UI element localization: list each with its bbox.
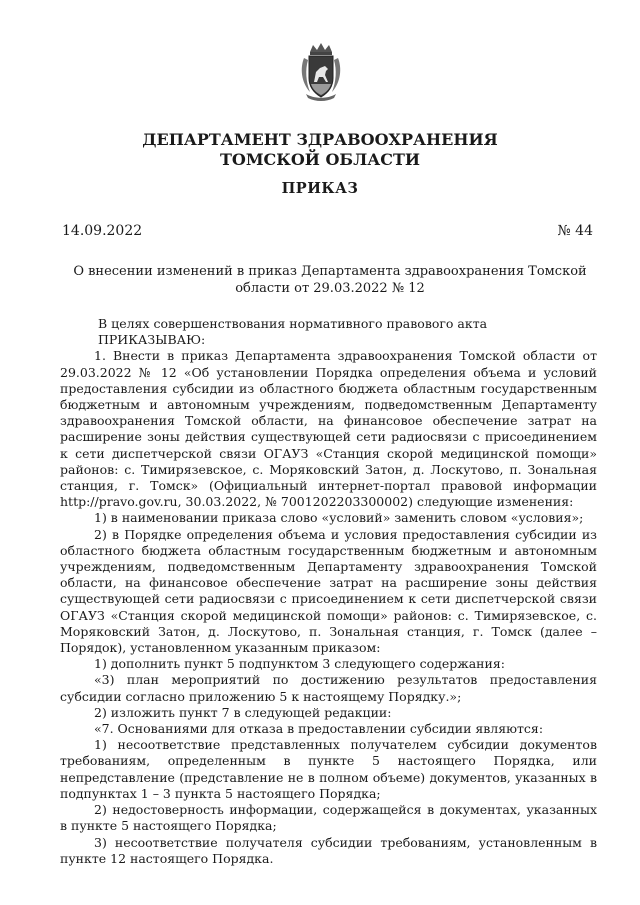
coat-of-arms-icon — [298, 42, 344, 102]
document-number: № 44 — [557, 223, 593, 239]
body-paragraph: «3) план мероприятий по достижению результатов предоставления субсидии согласно приложению 5 к настоящему Порядку.»; — [60, 672, 597, 704]
body-paragraph: 2) изложить пункт 7 в следующей редакции: — [94, 704, 392, 720]
body-paragraph: 2) недостоверность информации, содержащейся в документах, указанных в пункте 5 настоящего Порядка; — [60, 802, 597, 834]
department-name-line2: ТОМСКОЙ ОБЛАСТИ — [219, 150, 420, 169]
body-paragraph: ПРИКАЗЫВАЮ: — [98, 332, 206, 348]
body-paragraph: «7. Основаниями для отказа в предоставлении субсидии являются: — [94, 721, 544, 737]
body-paragraph: 3) несоответствие получателя субсидии требованиям, установленным в пункте 12 настоящего Порядка. — [60, 834, 597, 866]
document-subject: О внесении изменений в приказ Департамента здравоохранения Томской области от 29.03.2022 № 12 — [73, 264, 587, 296]
body-paragraph: 1. Внести в приказ Департамента здравоохранения Томской области от 29.03.2022 № 12 «Об установлении Порядка определения объема и условий предоставления субсидии из областного бюджета областным государственным бюджетным и автономным учреждениям, подведомственным Департаменту здравоохранения Томской области, на финансовое обеспечение затрат на расширение зоны действия существующей сети радиосвязи с присоединением к сети диспетчерской связи ОГАУЗ «Станция скорой медицинской помощи» районов: с. Тимирязевское, с. Моряковский Затон, д. Лоскутово, п. Зональная станция, г. Томск» (Официальный интернет-портал правовой информации http://pravo.gov.ru, 30.03.2022, № 7001202203300002) следующие изменения: — [60, 348, 597, 510]
body-paragraph: В целях совершенствования нормативного правового акта — [98, 316, 488, 331]
body-paragraph: 1) несоответствие представленных получателем субсидии документов требованиям, определенным в пункте 5 настоящего Порядка, или непредставление (представление не в полном объеме) документов, указанных в подпунктах 1 – 3 пункта 5 настоящего Порядка; — [60, 737, 597, 801]
document-type-title: ПРИКАЗ — [281, 180, 359, 197]
document-body — [60, 316, 597, 867]
body-paragraph: 1) дополнить пункт 5 подпунктом 3 следующего содержания: — [94, 656, 505, 672]
department-name-line1: ДЕПАРТАМЕНТ ЗДРАВООХРАНЕНИЯ — [142, 130, 498, 149]
document-date: 14.09.2022 — [62, 223, 143, 239]
body-paragraph: 2) в Порядке определения объема и условия предоставления субсидии из областного бюджета областным государственным бюджетным и автономным учреждениям, подведомственным Департаменту здравоохранения Томской области, на финансовое обеспечение затрат на расширение зоны действия существующей сети радиосвязи с присоединением к сети диспетчерской связи ОГАУЗ «Станция скорой медицинской помощи» районов: с. Тимирязевское, с. Моряковский Затон, д. Лоскутово, п. Зональная станция, г. Томск (далее – Порядок), установленном указанным приказом: — [60, 526, 597, 656]
body-paragraph: 1) в наименовании приказа слово «условий» заменить словом «условия»; — [94, 510, 584, 526]
